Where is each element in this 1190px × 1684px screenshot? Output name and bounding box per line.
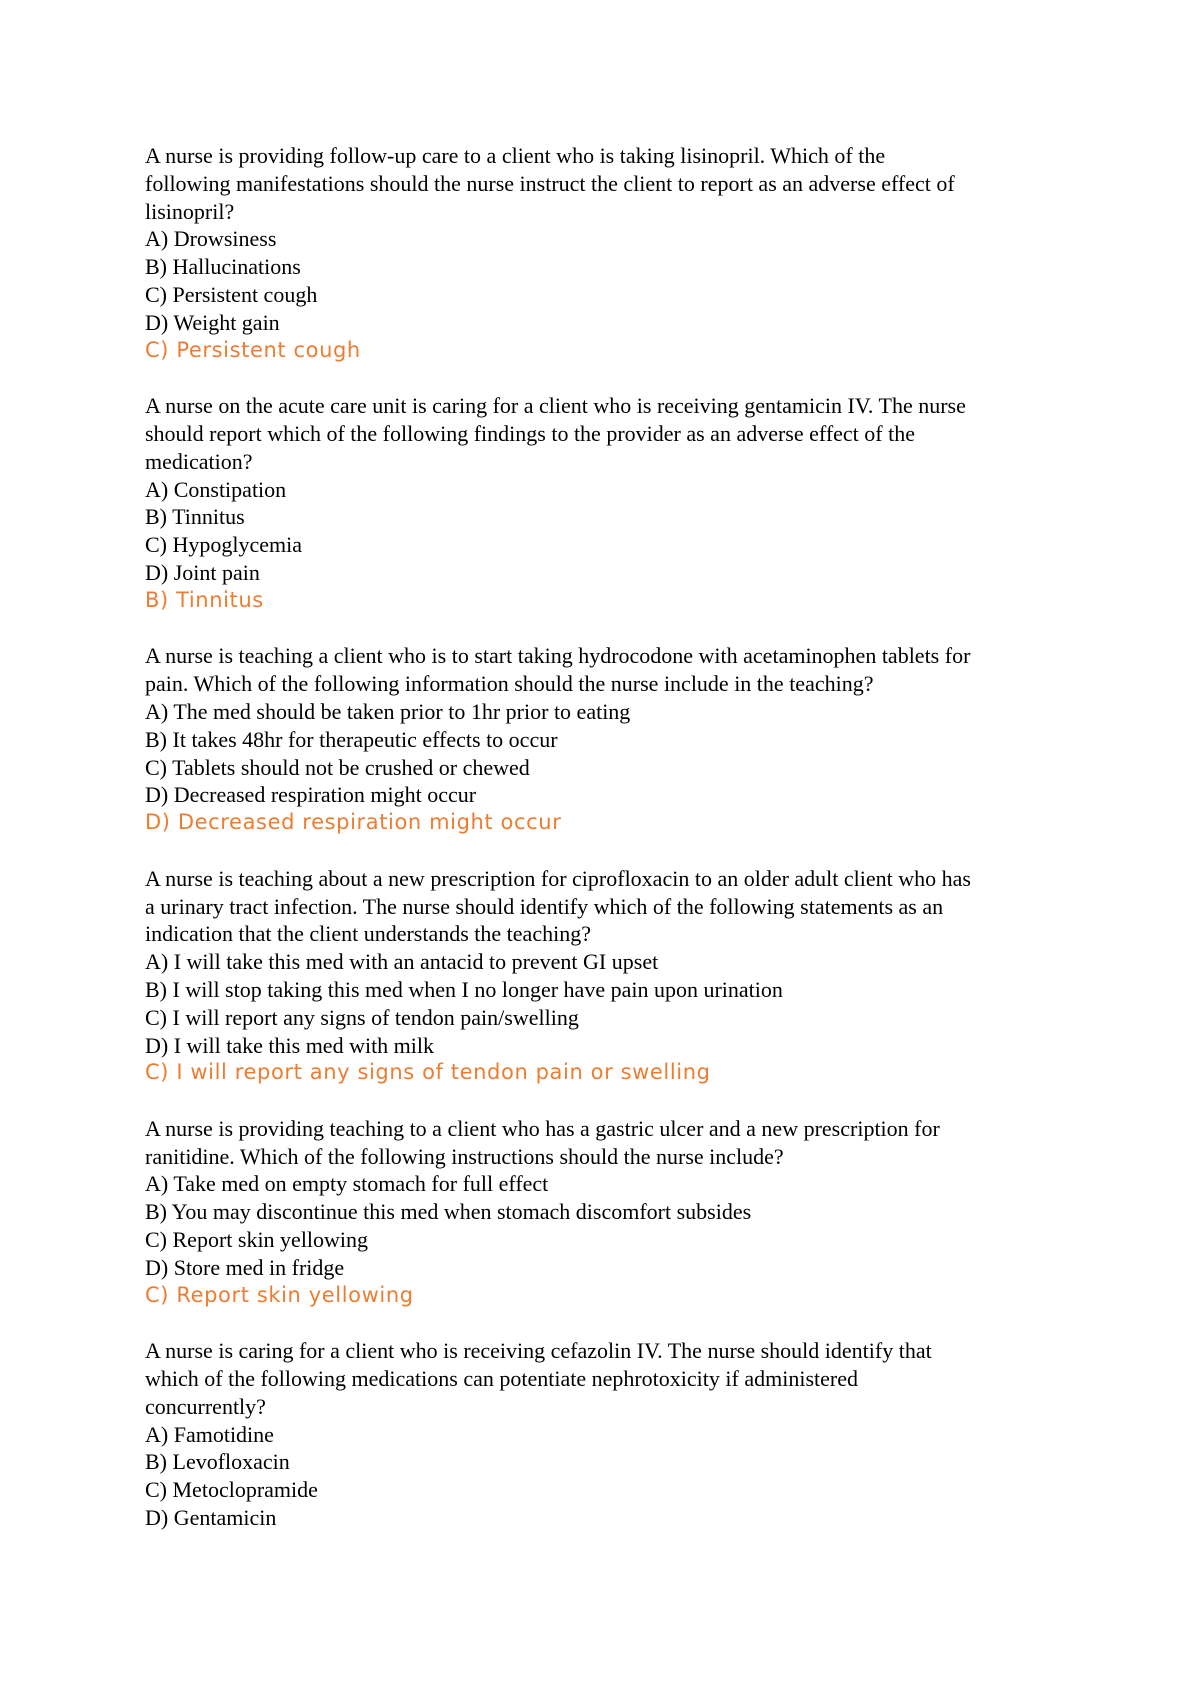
answer-option: C) Hypoglycemia bbox=[145, 532, 303, 558]
answer-option: B) I will stop taking this med when I no longer have pain upon urination bbox=[145, 976, 783, 1002]
answer-option: A) I will take this med with an antacid to prevent GI upset bbox=[145, 949, 659, 975]
question-stem-line: A nurse is teaching about a new prescription for ciprofloxacin to an older adult client who has bbox=[145, 865, 971, 891]
document-page bbox=[145, 142, 1065, 1560]
answer-option: B) You may discontinue this med when stomach discomfort subsides bbox=[145, 1199, 752, 1225]
question-stem-line: A nurse is providing teaching to a client who has a gastric ulcer and a new prescription for bbox=[145, 1115, 940, 1141]
answer-option: C) I will report any signs of tendon pain/swelling bbox=[145, 1004, 579, 1030]
answer-option: B) Tinnitus bbox=[145, 504, 245, 530]
question-stem-line: indication that the client understands the teaching? bbox=[145, 921, 591, 947]
question-stem-line: pain. Which of the following information should the nurse include in the teaching? bbox=[145, 671, 874, 697]
question-block bbox=[145, 1115, 1065, 1310]
answer-option: C) Report skin yellowing bbox=[145, 1227, 369, 1253]
question-stem-line: A nurse on the acute care unit is caring for a client who is receiving gentamicin IV. The nurse bbox=[145, 393, 966, 419]
answer-option: A) Constipation bbox=[145, 476, 287, 502]
question-stem-line: should report which of the following findings to the provider as an adverse effect of the bbox=[145, 420, 915, 446]
answer-option: D) I will take this med with milk bbox=[145, 1032, 435, 1058]
answer-option: C) Metoclopramide bbox=[145, 1477, 318, 1503]
question-stem-line: following manifestations should the nurse instruct the client to report as an adverse effect of bbox=[145, 170, 955, 196]
answer-option: D) Store med in fridge bbox=[145, 1254, 345, 1280]
question-stem-line: ranitidine. Which of the following instructions should the nurse include? bbox=[145, 1143, 784, 1169]
answer-option: D) Gentamicin bbox=[145, 1505, 277, 1531]
answer-option: D) Decreased respiration might occur bbox=[145, 782, 477, 808]
answer-option: A) Famotidine bbox=[145, 1421, 274, 1447]
question-stem-line: which of the following medications can potentiate nephrotoxicity if administered bbox=[145, 1366, 858, 1392]
answer-option: D) Weight gain bbox=[145, 309, 280, 335]
question-stem-line: concurrently? bbox=[145, 1393, 266, 1419]
question-block bbox=[145, 142, 1065, 364]
question-stem-line: A nurse is caring for a client who is receiving cefazolin IV. The nurse should identify that bbox=[145, 1338, 932, 1364]
answer-option: C) Tablets should not be crushed or chewed bbox=[145, 754, 530, 780]
correct-answer: D) Decreased respiration might occur bbox=[145, 810, 562, 835]
question-stem-line: medication? bbox=[145, 448, 253, 474]
question-stem-line: a urinary tract infection. The nurse should identify which of the following statements as an bbox=[145, 893, 944, 919]
answer-option: A) Take med on empty stomach for full effect bbox=[145, 1171, 549, 1197]
answer-option: B) It takes 48hr for therapeutic effects to occur bbox=[145, 726, 558, 752]
question-stem-line: A nurse is teaching a client who is to start taking hydrocodone with acetaminophen tablets for bbox=[145, 643, 971, 669]
answer-option: B) Hallucinations bbox=[145, 254, 301, 280]
question-block bbox=[145, 865, 1065, 1087]
answer-option: C) Persistent cough bbox=[145, 281, 318, 307]
correct-answer: B) Tinnitus bbox=[145, 587, 264, 612]
question-block bbox=[145, 1337, 1065, 1532]
correct-answer: C) I will report any signs of tendon pain or swelling bbox=[145, 1060, 711, 1085]
answer-option: B) Levofloxacin bbox=[145, 1449, 290, 1475]
answer-option: D) Joint pain bbox=[145, 559, 260, 585]
question-block bbox=[145, 392, 1065, 614]
question-stem-line: A nurse is providing follow-up care to a client who is taking lisinopril. Which of the bbox=[145, 143, 886, 168]
answer-option: A) The med should be taken prior to 1hr prior to eating bbox=[145, 698, 631, 724]
question-stem-line: lisinopril? bbox=[145, 198, 235, 224]
question-block bbox=[145, 642, 1065, 837]
correct-answer: C) Report skin yellowing bbox=[145, 1282, 414, 1307]
answer-option: A) Drowsiness bbox=[145, 226, 277, 252]
correct-answer: C) Persistent cough bbox=[145, 337, 361, 362]
